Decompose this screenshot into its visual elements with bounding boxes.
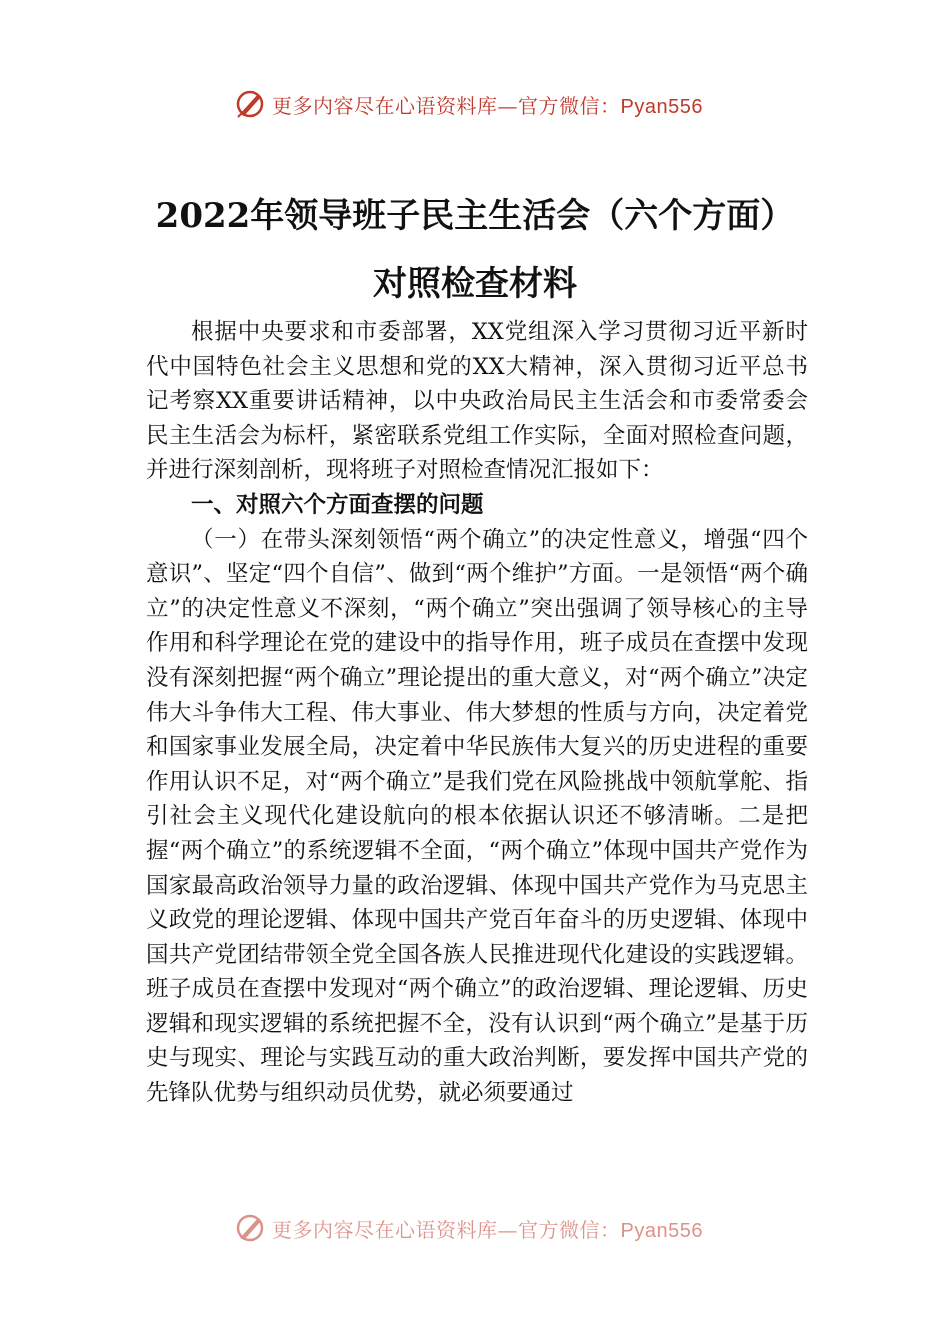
document-body	[146, 315, 808, 1111]
section-paragraph: （一）在带头深刻领悟“两个确立”的决定性意义，增强“四个意识”、坚定“四个自信”、做到“两个维护”方面。一是领悟“两个确立”的决定性意义不深刻，“两个确立”突出强调了领导核心的主导作用和科学理论在党的建设中的指导作用，班子成员在查摆中发现没有深刻把握“两个确立”理论提出的重大意义，对“两个确立”决定伟大斗争伟大工程、伟大事业、伟大梦想的性质与方向，决定着党和国家事业发展全局，决定着中华民族伟大复兴的历史进程的重要作用认识不足，对“两个确立”是我们党在风险挑战中领航掌舵、指引社会主义现代化建设航向的根本依据认识还不够清晰。二是把握“两个确立”的系统逻辑不全面，“两个确立”体现中国共产党作为国家最高政治领导力量的政治逻辑、体现中国共产党作为马克思主义政党的理论逻辑、体现中国共产党百年奋斗的历史逻辑、体现中国共产党团结带领全党全国各族人民推进现代化建设的实践逻辑。班子成员在查摆中发现对“两个确立”的政治逻辑、理论逻辑、历史逻辑和现实逻辑的系统把握不全，没有认识到“两个确立”是基于历史与现实、理论与实践互动的重大政治判断，要发挥中国共产党的先锋队优势与组织动员优势，就必须要通过	[146, 526, 808, 1107]
document-title-line1: 2022年领导班子民主生活会（六个方面）	[155, 196, 795, 236]
watermark-banner-bottom	[234, 1208, 703, 1248]
quill-pen-logo-icon	[234, 88, 266, 120]
intro-paragraph: 根据中央要求和市委部署，XX党组深入学习贯彻习近平新时代中国特色社会主义思想和党的XX大精神，深入贯彻习近平总书记考察XX重要讲话精神，以中央政治局民主生活会和市委常委会民主生活会为标杆，紧密联系党组工作实际，全面对照检查问题，并进行深刻剖析，现将班子对照检查情况汇报如下：	[146, 319, 808, 484]
quill-pen-logo-icon	[234, 1212, 266, 1244]
watermark-banner-top	[234, 84, 703, 124]
section-heading: 一、对照六个方面查摆的问题	[191, 491, 484, 518]
watermark-text-bottom: 更多内容尽在心语资料库—官方微信：Pyan556	[272, 1217, 703, 1242]
wechat-id-bottom: Pyan556	[620, 1219, 703, 1242]
document-title-line2: 对照检查材料	[373, 264, 577, 304]
wechat-id: Pyan556	[620, 95, 703, 118]
watermark-text: 更多内容尽在心语资料库—官方微信：Pyan556	[272, 93, 703, 118]
